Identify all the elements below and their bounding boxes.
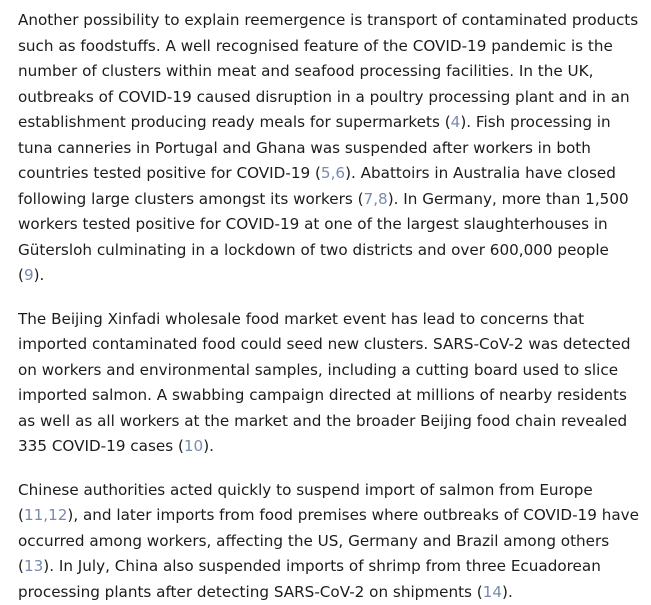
reference-link[interactable]: 11,12	[24, 506, 67, 524]
paragraph-text: The Beijing Xinfadi wholesale food market event has lead to concerns that imported contaminated food could seed new clusters. SARS-CoV-2 was detected on workers and environmental samples, including a cutting board used to slice imported salmon. A swabbing campaign directed at millions of nearby residents as well as all workers at the market and the broader Beijing food chain revealed 335 COVID-19 cases (	[18, 310, 630, 456]
reference-link[interactable]: 9	[24, 266, 34, 284]
paragraph	[18, 8, 639, 289]
paragraph-text: Another possibility to explain reemergence is transport of contaminated products such as foodstuffs. A well recognised feature of the COVID-19 pandemic is the number of clusters within meat and seafood processing facilities. In the UK, outbreaks of COVID-19 caused disruption in a poultry processing plant and in an establishment producing ready meals for supermarkets (	[18, 11, 638, 131]
reference-link[interactable]: 5,6	[321, 164, 345, 182]
reference-link[interactable]: 7,8	[364, 190, 388, 208]
reference-link[interactable]: 10	[184, 437, 203, 455]
paragraph-text: ).	[502, 583, 513, 601]
reference-link[interactable]: 14	[483, 583, 502, 601]
paragraph-text: ). In July, China also suspended imports of shrimp from three Ecuadorean processing plants after detecting SARS-CoV-2 on shipments (	[18, 557, 601, 601]
paragraph-text: ). Abattoirs in Australia have closed following large clusters amongst its workers (	[18, 164, 616, 208]
paragraph-text: ).	[203, 437, 214, 455]
paragraph-text: ). In Germany, more than 1,500 workers tested positive for COVID-19 at one of the largest slaughterhouses in Gütersloh culminating in a lockdown of two districts and over 600,000 people (	[18, 190, 629, 285]
paragraph	[18, 307, 639, 460]
paragraph-text: Chinese authorities acted quickly to suspend import of salmon from Europe (	[18, 481, 593, 525]
paragraph-text: ), and later imports from food premises where outbreaks of COVID-19 have occurred among workers, affecting the US, Germany and Brazil among others (	[18, 506, 639, 575]
paragraph-text: ). Fish processing in tuna canneries in Portugal and Ghana was suspended after workers in both countries tested positive for COVID-19 (	[18, 113, 611, 182]
paragraph-text: ).	[34, 266, 45, 284]
paragraph	[18, 478, 639, 605]
reference-link[interactable]: 4	[451, 113, 461, 131]
reference-link[interactable]: 13	[24, 557, 43, 575]
